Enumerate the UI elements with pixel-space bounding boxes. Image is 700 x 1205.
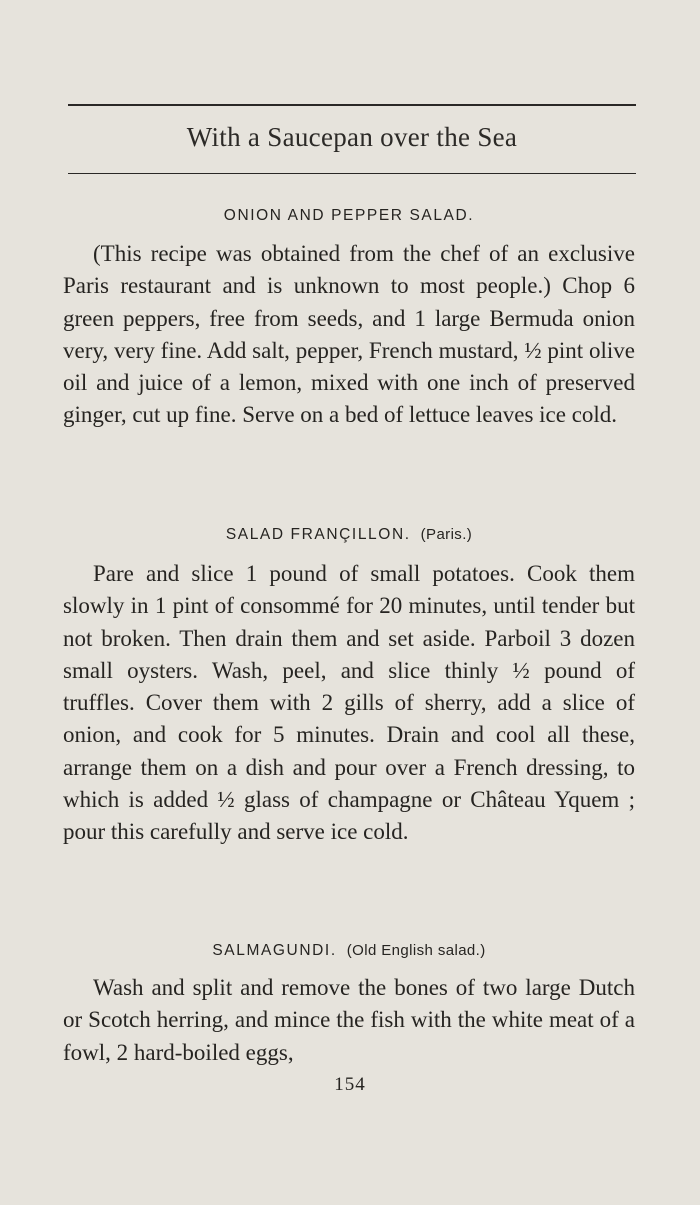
recipe-salad-francillon [63, 522, 635, 849]
recipe-text: (This recipe was obtained from the chef of an exclusive Paris restaurant and is unknown to most people.) Chop 6 green peppers, free from seeds, and 1 large Bermuda onion very, very fine. Add salt, pepper, French mustard, ½ pint olive oil and juice of a lemon, mixed with one inch of preserved ginger, cut up fine. Serve on a bed of lettuce leaves ice cold. [63, 241, 635, 428]
header-rule-top [68, 104, 636, 106]
recipe-title: SALAD FRANÇILLON. [225, 526, 411, 543]
recipe-text: Pare and slice 1 pound of small potatoes. Cook them slowly in 1 pint of consommé for 20 minutes, until tender but not broken. Then drain them and set aside. Parboil 3 dozen small oysters. Wash, peel, and slice thinly ½ pound of truffles. Cover them with 2 gills of sherry, add a slice of onion, and cook for 5 minutes. Drain and cool all these, arrange them on a dish and pour over a French dressing, to which is added ½ glass of champagne or Château Yquem ; pour this carefully and serve ice cold. [63, 561, 635, 845]
header-rule-bottom [68, 173, 636, 174]
recipe-text: Wash and split and remove the bones of two large Dutch or Scotch herring, and mince the fish with the white meat of a fowl, 2 hard-boiled eggs, [63, 975, 635, 1065]
recipe-heading [63, 522, 635, 548]
running-head: With a Saucepan over the Sea [186, 122, 518, 152]
recipe-heading [63, 203, 635, 229]
recipe-title: SALMAGUNDI. [212, 942, 337, 959]
recipe-heading [63, 938, 635, 964]
recipe-title: ONION AND PEPPER SALAD. [223, 207, 475, 224]
recipe-subtitle: (Paris.) [420, 526, 473, 543]
recipe-onion-pepper-salad [63, 203, 635, 432]
recipe-subtitle: (Old English salad.) [346, 942, 486, 959]
page-number: 154 [334, 1074, 366, 1095]
recipe-salmagundi [63, 938, 635, 1069]
